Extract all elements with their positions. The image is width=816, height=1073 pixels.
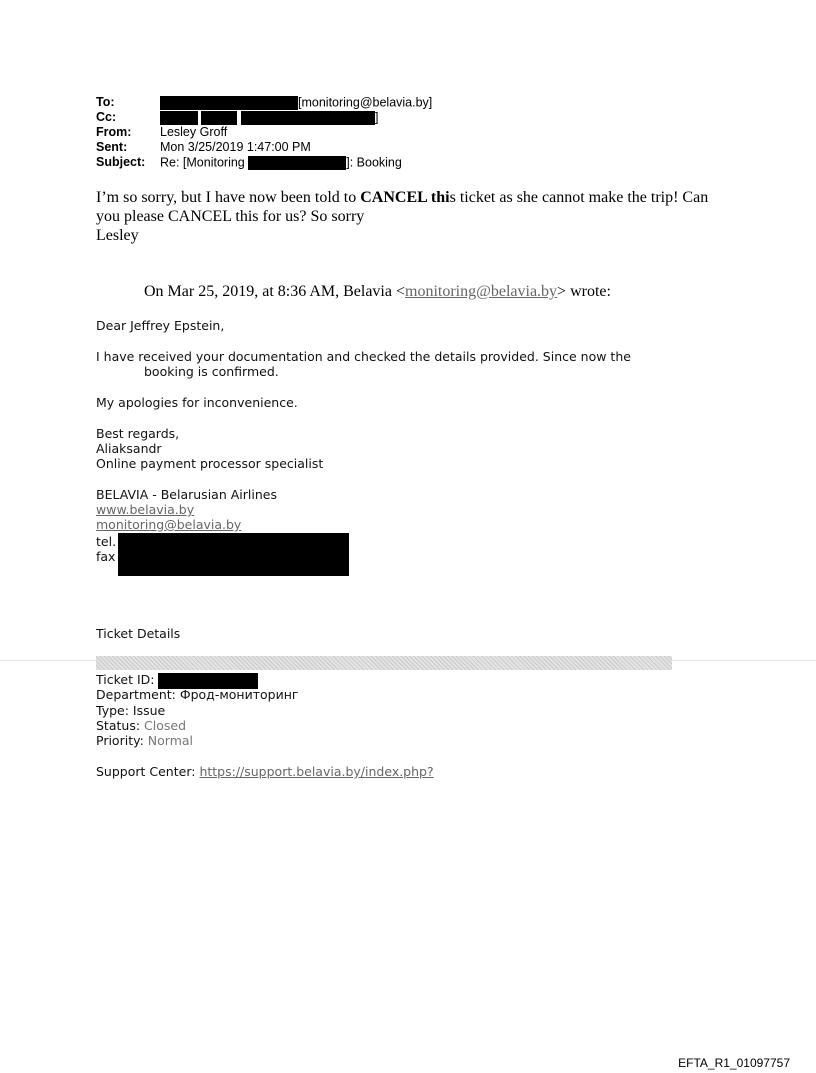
ticket-id-label: Ticket ID: (96, 672, 155, 687)
redaction-block (241, 111, 375, 125)
status-value: Closed (144, 718, 187, 733)
sender-name: Aliaksandr (96, 441, 162, 456)
support-row (96, 764, 434, 779)
sent-label: Sent: (96, 140, 128, 154)
sent-value: Mon 3/25/2019 1:47:00 PM (160, 140, 311, 154)
reply-body (96, 188, 736, 245)
cc-bracket: ] (374, 110, 379, 125)
type-row (96, 703, 165, 718)
quote-intro-text: On Mar 25, 2019, at 8:36 AM, Belavia < (144, 283, 405, 300)
greeting: Dear Jeffrey Epstein, (96, 318, 225, 333)
cc-label: Cc: (96, 110, 117, 124)
from-value: Lesley Groff (160, 125, 228, 139)
redaction-block (160, 96, 298, 110)
subject-value (160, 156, 402, 170)
priority-row (96, 733, 193, 748)
priority-value: Normal (147, 733, 194, 748)
para-1-line-2: booking is confirmed. (144, 364, 279, 379)
tel-label: tel. (96, 534, 117, 549)
status-row (96, 718, 186, 733)
redaction-block (248, 156, 346, 170)
website-link[interactable]: www.belavia.by (96, 502, 195, 517)
sender-role: Online payment processor specialist (96, 456, 324, 471)
reply-line-2: you please CANCEL this for us? So sorry (96, 208, 365, 225)
reply-signature: Lesley (96, 227, 139, 244)
bates-number: EFTA_R1_01097757 (678, 1056, 790, 1070)
to-email: [monitoring@belavia.by] (298, 95, 433, 110)
cc-value (160, 111, 378, 125)
to-value (160, 96, 432, 110)
reply-bold-text: CANCEL thi (360, 189, 450, 206)
reply-line-1 (96, 188, 736, 207)
email-header (96, 96, 696, 176)
subject-suffix: ]: Booking (346, 155, 402, 170)
quote-intro (144, 282, 611, 301)
status-label: Status: (96, 718, 141, 733)
redaction-block (201, 111, 237, 125)
reply-text: I’m so sorry, but I have now been told to (96, 189, 361, 206)
quote-intro-text: > wrote: (557, 283, 611, 300)
type-value: Issue (132, 703, 166, 718)
to-label: To: (96, 95, 115, 109)
para-1-line-1: I have received your documentation and checked the details provided. Since now the (96, 349, 631, 364)
redaction-block (118, 533, 349, 576)
support-link[interactable]: https://support.belavia.by/index.php? (199, 764, 434, 779)
from-label: From: (96, 125, 132, 139)
reply-text: s ticket as she cannot make the trip! Can (449, 189, 709, 206)
quote-intro-email-link[interactable]: monitoring@belavia.by (405, 283, 558, 300)
subject-label: Subject: (96, 155, 146, 169)
regards: Best regards, (96, 426, 180, 441)
department-row (96, 687, 298, 702)
fax-label: fax (96, 549, 116, 564)
apology: My apologies for inconvenience. (96, 395, 298, 410)
support-label: Support Center: (96, 764, 196, 779)
email-link[interactable]: monitoring@belavia.by (96, 517, 242, 532)
department-value: Фрод-мониторинг (179, 687, 299, 702)
redaction-block (160, 111, 198, 125)
hatched-divider (96, 656, 672, 670)
department-label: Department: (96, 687, 176, 702)
company-name: BELAVIA - Belarusian Airlines (96, 487, 277, 502)
priority-label: Priority: (96, 733, 144, 748)
subject-prefix: Re: [Monitoring (160, 155, 245, 170)
type-label: Type: (96, 703, 129, 718)
ticket-section-title: Ticket Details (96, 626, 181, 641)
